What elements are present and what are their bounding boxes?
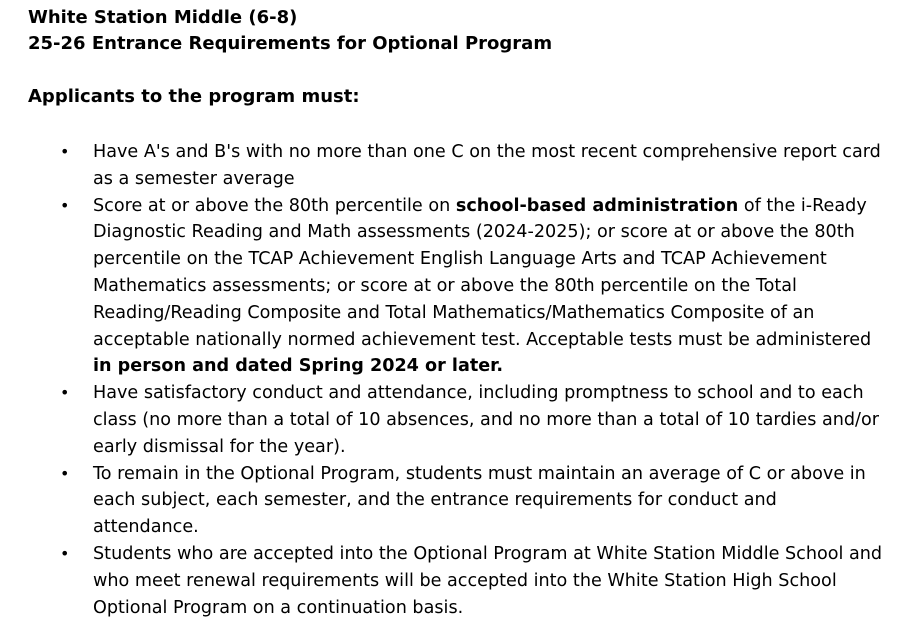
requirement-text: To remain in the Optional Program, students must maintain an average of C or above in each subject, each semester, and the entrance requirements for conduct and attendance.	[93, 463, 866, 538]
bullet-icon: •	[60, 543, 70, 563]
requirement-item-conduct	[28, 380, 883, 460]
bullet-icon: •	[60, 383, 70, 403]
school-title: White Station Middle (6-8)	[28, 7, 298, 28]
requirement-item-grades	[28, 139, 883, 193]
bullet-icon: •	[60, 463, 70, 483]
document	[28, 5, 893, 621]
requirement-emphasis: school-based administration	[455, 195, 739, 216]
requirement-item-scores	[28, 193, 883, 381]
requirement-text: Have satisfactory conduct and attendance, including promptness to school and to each class (no more than a total of 10 absences, and no more than a total of 10 tardies and/or early dismissal for the year).	[93, 383, 879, 457]
bullet-icon: •	[60, 195, 70, 215]
requirement-emphasis: in person and dated Spring 2024 or later.	[93, 356, 504, 377]
requirement-text: Students who are accepted into the Optional Program at White Station Middle School and who meet renewal requirements will be accepted into the White Station High School Optional Program on a continuation basis.	[93, 543, 883, 618]
requirement-item-remain	[28, 461, 883, 541]
requirement-text: of the i-Ready Diagnostic Reading and Math assessments (2024-2025); or score at or above the 80th percentile on the TCAP Achievement English Language Arts and TCAP Achievement Mathematics assessments; or score at or above the 80th percentile on the Total Reading/Reading Composite and Total Mathematics/Mathematics Composite of an acceptable nationally normed achievement test. Acceptable tests must be administered	[93, 195, 872, 350]
intro-heading: Applicants to the program must:	[28, 86, 360, 107]
requirement-text: Have A's and B's with no more than one C on the most recent comprehensive report card as a semester average	[93, 142, 881, 189]
requirement-item-continuation	[28, 541, 883, 621]
bullet-icon: •	[60, 142, 70, 161]
requirement-text: Score at or above the 80th percentile on	[93, 195, 456, 216]
requirements-list	[28, 139, 893, 621]
document-subtitle: 25-26 Entrance Requirements for Optional Program	[28, 33, 553, 54]
